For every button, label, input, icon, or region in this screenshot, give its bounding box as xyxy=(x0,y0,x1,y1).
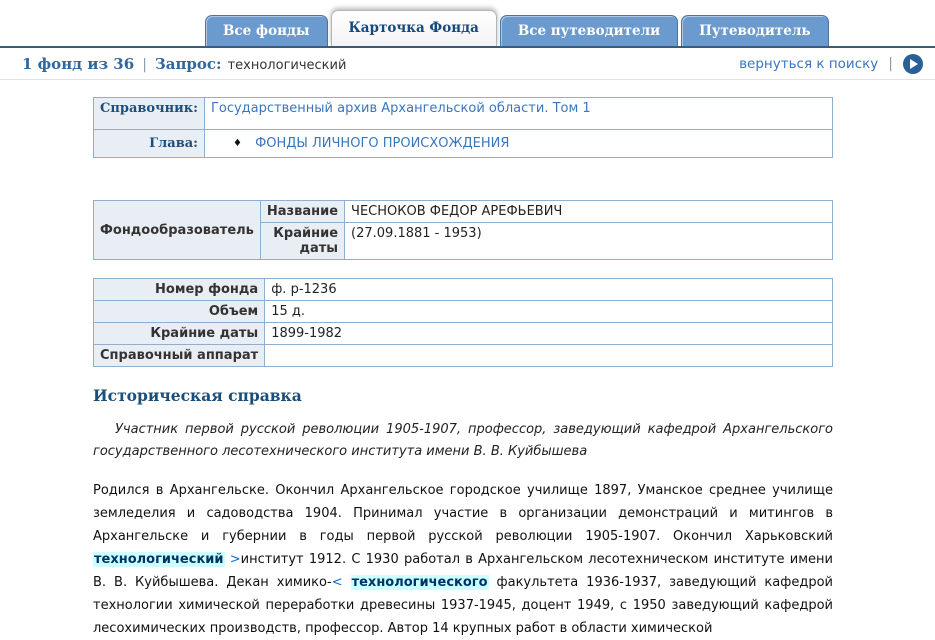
bio-text: институт 1912. С 1930 работал в Архангельском лесотехническом институте имени В. В. Куйбышева. Декан химико- xyxy=(93,552,833,590)
dates-value: (27.09.1881 - 1953) xyxy=(345,223,833,260)
prev-hit-link[interactable]: < xyxy=(331,575,343,590)
chapter-link[interactable]: ФОНДЫ ЛИЧНОГО ПРОИСХОЖДЕНИЯ xyxy=(255,136,510,151)
reference-apparatus-value xyxy=(265,345,833,367)
reference-label: Справочник: xyxy=(94,98,205,130)
tab-fond-card[interactable]: Карточка Фонда xyxy=(331,10,497,46)
extreme-dates-label: Крайние даты xyxy=(94,323,265,345)
reference-apparatus-label: Справочный аппарат xyxy=(94,345,265,367)
bar-actions xyxy=(739,54,923,74)
table-row xyxy=(94,301,833,323)
fond-details-table xyxy=(93,278,833,367)
table-row xyxy=(94,130,833,158)
next-hit-link[interactable]: > xyxy=(229,552,241,567)
creator-table xyxy=(93,200,833,260)
table-row xyxy=(94,279,833,301)
back-to-search-link[interactable]: вернуться к поиску xyxy=(739,55,879,72)
reference-value xyxy=(204,98,832,130)
table-row xyxy=(94,345,833,367)
history-lead: Участник первой русской революции 1905-1907, профессор, заведующий кафедрой Архангельского государственного лесотехнического института имени В. В. Куйбышева xyxy=(93,422,833,459)
search-hit: технологического xyxy=(351,575,488,590)
reference-link[interactable]: Государственный архив Архангельской области. Том 1 xyxy=(210,101,591,116)
name-label: Название xyxy=(260,201,344,223)
reference-table xyxy=(93,97,833,158)
separator: | xyxy=(888,55,893,72)
tab-all-guides[interactable]: Все путеводители xyxy=(500,15,678,46)
search-hit: технологический xyxy=(94,552,224,567)
fond-number-value: ф. р-1236 xyxy=(265,279,833,301)
query-label: Запрос: xyxy=(154,54,222,73)
extreme-dates-value: 1899-1982 xyxy=(265,323,833,345)
separator: | xyxy=(142,56,147,73)
bio-text: факультета 1936-1937, заведующий кафедрой технологии химической переработки древесины 1937-1945, доцент 1949, с 1950 заведующий кафедрой лесохимических производств, профессор. Автор 14 крупных работ в области химической xyxy=(93,575,833,636)
fond-card-content xyxy=(0,80,935,640)
query-value: технологический xyxy=(227,57,347,73)
volume-value: 15 д. xyxy=(265,301,833,323)
bio-text: Родился в Архангельске. Окончил Архангельское городское училище 1897, Уманское среднее училище земледелия и садоводства 1904. Принимал участие в организации демонстраций и митингов в Архангельске и губернии в годы первой русской революции 1905-1907. Окончил Харьковский xyxy=(93,483,833,544)
fond-number-label: Номер фонда xyxy=(94,279,265,301)
history-text xyxy=(93,479,833,640)
history-section xyxy=(93,386,833,640)
bio-text xyxy=(343,575,351,590)
play-circle-icon[interactable] xyxy=(903,54,923,74)
name-value: ЧЕСНОКОВ ФЕДОР АРЕФЬЕВИЧ xyxy=(345,201,833,223)
chapter-value xyxy=(204,130,832,158)
tab-strip xyxy=(0,0,935,48)
tab-all-fonds[interactable]: Все фонды xyxy=(205,15,328,46)
diamond-bullet-icon: ♦ xyxy=(232,138,242,149)
volume-label: Объем xyxy=(94,301,265,323)
results-summary xyxy=(22,55,346,73)
table-row xyxy=(94,201,833,223)
table-row xyxy=(94,323,833,345)
play-triangle-icon xyxy=(910,59,918,69)
dates-label: Крайние даты xyxy=(260,223,344,260)
tab-guide[interactable]: Путеводитель xyxy=(681,15,828,46)
history-title: Историческая справка xyxy=(93,386,302,405)
table-row xyxy=(94,98,833,130)
creator-group-label: Фондообразователь xyxy=(94,201,261,260)
result-count: 1 фонд из 36 xyxy=(22,54,135,73)
results-bar xyxy=(0,48,935,80)
chapter-label: Глава: xyxy=(94,130,205,158)
